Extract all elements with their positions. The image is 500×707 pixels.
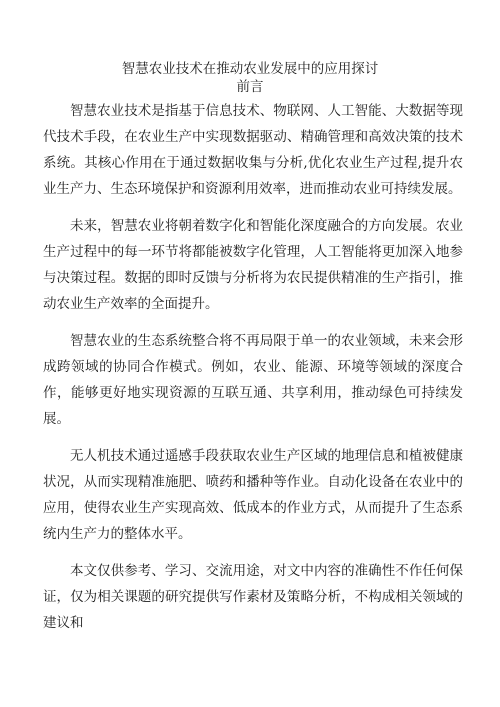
document-body [43,98,463,636]
paragraph: 无人机技术通过遥感手段获取农业生产区域的地理信息和植被健康状况，从而实现精准施肥、喷药和播种等作业。自动化设备在农业中的应用，使得农业生产实现高效、低成本的作业方式，从而提升了生态系统内生产力的整体水平。 [43,448,463,542]
paragraph: 本文仅供参考、学习、交流用途，对文中内容的准确性不作任何保证，仅为相关课题的研究提供写作素材及策略分析，不构成相关领域的建议和 [43,563,463,631]
document-title: 智慧农业技术在推动农业发展中的应用探讨 [121,61,379,77]
paragraph: 未来，智慧农业将朝着数字化和智能化深度融合的方向发展。农业生产过程中的每一环节将都能被数字化管理，人工智能将更加深入地参与决策过程。数据的即时反馈与分析将为农民提供精准的生产指引，推动农业生产效率的全面提升。 [43,218,463,312]
section-heading: 前言 [236,79,264,95]
paragraph: 智慧农业的生态系统整合将不再局限于单一的农业领域，未来会形成跨领域的协同合作模式。例如，农业、能源、环境等领域的深度合作，能够更好地实现资源的互联互通、共享利用，推动绿色可持续发展。 [43,333,463,427]
paragraph: 智慧农业技术是指基于信息技术、物联网、人工智能、大数据等现代技术手段，在农业生产中实现数据驱动、精确管理和高效决策的技术系统。其核心作用在于通过数据收集与分析,优化农业生产过程,提升农业生产力、生态环境保护和资源利用效率，进而推动农业可持续发展。 [43,103,463,197]
